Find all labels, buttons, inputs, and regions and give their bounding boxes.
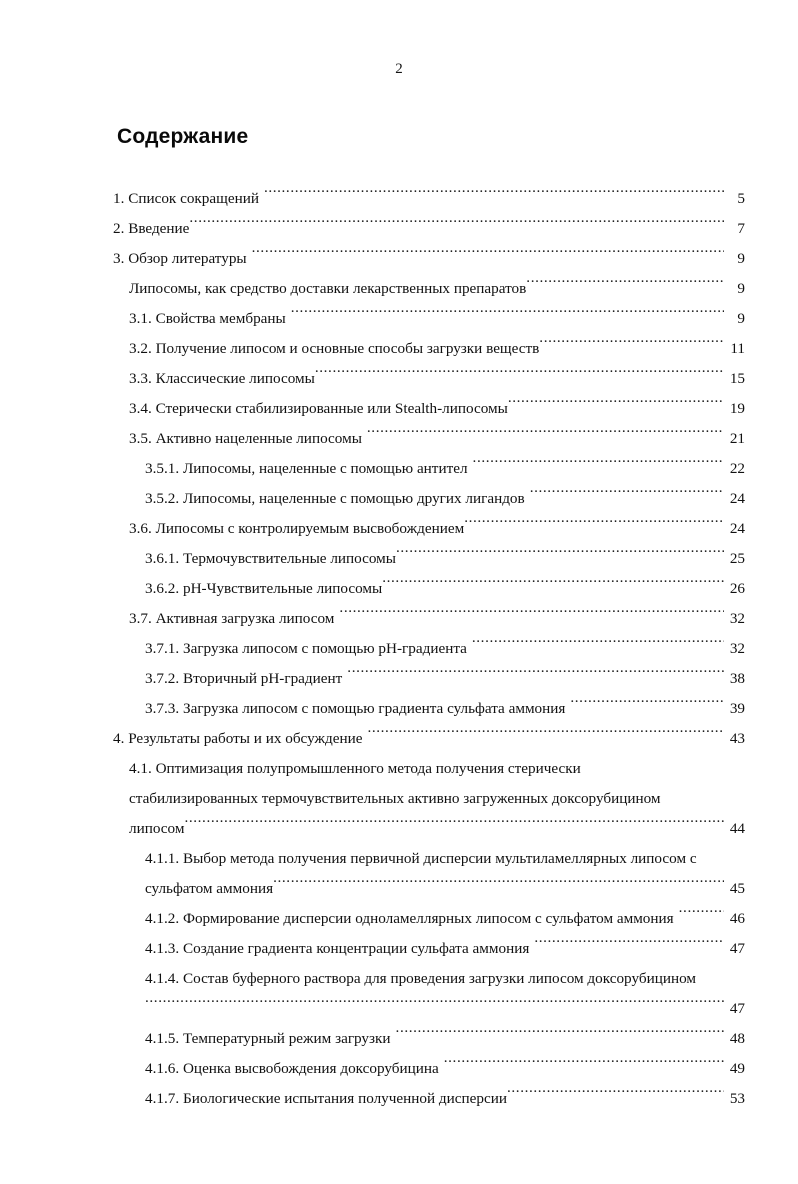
toc-entry-row (113, 724, 745, 754)
toc-entry-label: 3.7.3. Загрузка липосом с помощью градиента сульфата аммония (145, 700, 566, 717)
toc-entry-row (129, 814, 745, 844)
toc-entry[interactable] (113, 1024, 745, 1054)
toc-dot-leader (539, 338, 724, 353)
toc-entry-row (145, 904, 745, 934)
toc-dot-leader (315, 368, 724, 383)
toc-entry-label: 3.5.1. Липосомы, нацеленные с помощью антител (145, 460, 468, 477)
toc-entry-row (145, 574, 745, 604)
toc-entry[interactable] (113, 664, 745, 694)
toc-entry-wrapped-line: 4.1.1. Выбор метода получения первичной дисперсии мультиламеллярных липосом с (145, 850, 697, 867)
toc-entry-page-number: 32 (729, 610, 745, 627)
toc-entry-page-number: 45 (729, 880, 745, 897)
toc-entry-label: 4.1.7. Биологические испытания полученной дисперсии (145, 1090, 507, 1107)
toc-entry-page-number: 24 (729, 490, 745, 507)
toc-entry[interactable] (113, 514, 745, 544)
toc-dot-leader (189, 218, 724, 233)
toc-entry-label: 2. Введение (113, 220, 190, 237)
toc-dot-leader (184, 818, 724, 833)
toc-entry[interactable] (113, 544, 745, 574)
toc-entry[interactable] (113, 694, 745, 724)
toc-entry-row (145, 994, 745, 1024)
toc-entry-label: 4.1.5. Температурный режим загрузки (145, 1030, 391, 1047)
toc-entry-page-number: 22 (729, 460, 745, 477)
toc-entry-page-number: 19 (729, 400, 745, 417)
toc-entry-row (113, 244, 745, 274)
toc-entry-page-number: 47 (729, 1000, 745, 1017)
toc-dot-leader (507, 1088, 724, 1103)
toc-dot-leader (565, 698, 724, 713)
toc-entry-page-number: 9 (737, 280, 745, 297)
toc-entry-page-number: 7 (737, 220, 745, 237)
toc-entry-row (145, 1084, 745, 1114)
toc-dot-leader (468, 458, 724, 473)
toc-dot-leader (362, 728, 724, 743)
toc-dot-leader (439, 1058, 724, 1073)
toc-entry-label: 4.1.2. Формирование дисперсии одноламеллярных липосом с сульфатом аммония (145, 910, 674, 927)
toc-entry[interactable] (113, 754, 745, 844)
toc-entry-page-number: 46 (729, 910, 745, 927)
toc-entry-wrapped-line: 4.1. Оптимизация полупромышленного метода получения стерически (129, 760, 581, 777)
toc-dot-leader (259, 188, 724, 203)
toc-entry-page-number: 49 (729, 1060, 745, 1077)
toc-entry-page-number: 25 (729, 550, 745, 567)
toc-entry-row (113, 184, 745, 214)
toc-entry-page-number: 26 (729, 580, 745, 597)
toc-entry-row (145, 454, 745, 484)
toc-entry-page-number: 11 (730, 340, 745, 357)
toc-entry-label: 4. Результаты работы и их обсуждение (113, 730, 363, 747)
toc-dot-leader (382, 578, 724, 593)
toc-entry-label: 3.6. Липосомы с контролируемым высвобождением (129, 520, 465, 537)
toc-entry-row (129, 424, 745, 454)
toc-entry[interactable] (113, 904, 745, 934)
toc-entry[interactable] (113, 244, 745, 274)
toc-entry-page-number: 9 (737, 250, 745, 267)
toc-entry[interactable] (113, 1084, 745, 1114)
toc-entry-row (145, 544, 745, 574)
toc-entry-wrapped-line: 4.1.4. Состав буферного раствора для проведения загрузки липосом доксорубицином (145, 970, 696, 987)
toc-entry-label: 3. Обзор литературы (113, 250, 247, 267)
toc-entry[interactable] (113, 484, 745, 514)
toc-dot-leader (508, 398, 724, 413)
toc-entry[interactable] (113, 604, 745, 634)
toc-dot-leader (467, 638, 724, 653)
toc-entry-page-number: 44 (729, 820, 745, 837)
toc-dot-leader (286, 308, 724, 323)
toc-entry-page-number: 21 (729, 430, 745, 447)
toc-entry-row (145, 1054, 745, 1084)
toc-entry[interactable] (113, 574, 745, 604)
toc-entry-page-number: 15 (729, 370, 745, 387)
toc-entry[interactable] (113, 274, 745, 304)
toc-entry-label: 3.1. Свойства мембраны (129, 310, 286, 327)
toc-entry-page-number: 53 (729, 1090, 745, 1107)
toc-entry-label: 1. Список сокращений (113, 190, 259, 207)
toc-dot-leader (525, 488, 724, 503)
toc-entry-label: 3.7.1. Загрузка липосом с помощью pH-градиента (145, 640, 467, 657)
toc-entry[interactable] (113, 304, 745, 334)
toc-entry-label: 3.7. Активная загрузка липосом (129, 610, 335, 627)
toc-entry[interactable] (113, 394, 745, 424)
toc-entry[interactable] (113, 964, 745, 1024)
page-number-header: 2 (395, 61, 403, 77)
toc-entry-page-number: 39 (729, 700, 745, 717)
toc-entry[interactable] (113, 334, 745, 364)
toc-entry[interactable] (113, 844, 745, 904)
toc-entry-label: 3.6.2. pH-Чувствительные липосомы (145, 580, 383, 597)
toc-entry-row (129, 604, 745, 634)
toc-entry-row (145, 874, 745, 904)
toc-dot-leader (362, 428, 724, 443)
toc-entry[interactable] (113, 364, 745, 394)
toc-entry-page-number: 43 (729, 730, 745, 747)
toc-entry-row (145, 934, 745, 964)
toc-entry-row (113, 214, 745, 244)
toc-entry-row (145, 634, 745, 664)
page-title: Содержание (117, 125, 249, 149)
toc-dot-leader (526, 278, 724, 293)
toc-entry-row (145, 1024, 745, 1054)
toc-entry[interactable] (113, 424, 745, 454)
toc-entry-label: 3.6.1. Термочувствительные липосомы (145, 550, 396, 567)
toc-entry-label: сульфатом аммония (145, 880, 274, 897)
toc-dot-leader (247, 248, 724, 263)
toc-entry-row (129, 274, 745, 304)
toc-dot-leader (391, 1028, 724, 1043)
toc-dot-leader (674, 908, 724, 923)
toc-entry-row (129, 364, 745, 394)
toc-entry-row (145, 484, 745, 514)
toc-entry[interactable] (113, 454, 745, 484)
toc-entry-page-number: 32 (729, 640, 745, 657)
toc-entry-page-number: 9 (737, 310, 745, 327)
toc-dot-leader (145, 998, 724, 1013)
toc-entry-row (129, 334, 745, 364)
toc-entry-page-number: 47 (729, 940, 745, 957)
toc-entry-label: 3.4. Стерически стабилизированные или Stealth-липосомы (129, 400, 508, 417)
toc-entry-label: 3.2. Получение липосом и основные способы загрузки веществ (129, 340, 540, 357)
toc-dot-leader (396, 548, 724, 563)
toc-entry-label: липосом (129, 820, 185, 837)
toc-entry-label: Липосомы, как средство доставки лекарственных препаратов (129, 280, 527, 297)
toc-entry-label: 3.5.2. Липосомы, нацеленные с помощью других лигандов (145, 490, 525, 507)
toc-entry[interactable] (113, 934, 745, 964)
toc-entry-row (129, 394, 745, 424)
toc-entry[interactable] (113, 634, 745, 664)
toc-entry-page-number: 38 (729, 670, 745, 687)
toc-entry-label: 3.3. Классические липосомы (129, 370, 315, 387)
toc-dot-leader (464, 518, 724, 533)
toc-entry-page-number: 24 (729, 520, 745, 537)
toc-entry-label: 4.1.3. Создание градиента концентрации сульфата аммония (145, 940, 530, 957)
toc-dot-leader (273, 878, 724, 893)
toc-entry-row (129, 304, 745, 334)
toc-entry[interactable] (113, 724, 745, 754)
toc-entry-page-number: 5 (737, 190, 745, 207)
toc-entry-row (145, 694, 745, 724)
toc-entry-label: 3.7.2. Вторичный pH-градиент (145, 670, 343, 687)
toc-dot-leader (334, 608, 724, 623)
toc-dot-leader (342, 668, 724, 683)
toc-dot-leader (529, 938, 724, 953)
toc-entry-wrapped-line: стабилизированных термочувствительных активно загруженных доксорубицином (129, 790, 661, 807)
toc-entry[interactable] (113, 214, 745, 244)
table-of-contents (113, 184, 745, 1114)
toc-entry-row (129, 514, 745, 544)
toc-entry[interactable] (113, 184, 745, 214)
toc-entry-row (145, 664, 745, 694)
toc-entry[interactable] (113, 1054, 745, 1084)
toc-entry-label: 4.1.6. Оценка высвобождения доксорубицина (145, 1060, 439, 1077)
toc-entry-label: 3.5. Активно нацеленные липосомы (129, 430, 362, 447)
toc-entry-page-number: 48 (729, 1030, 745, 1047)
